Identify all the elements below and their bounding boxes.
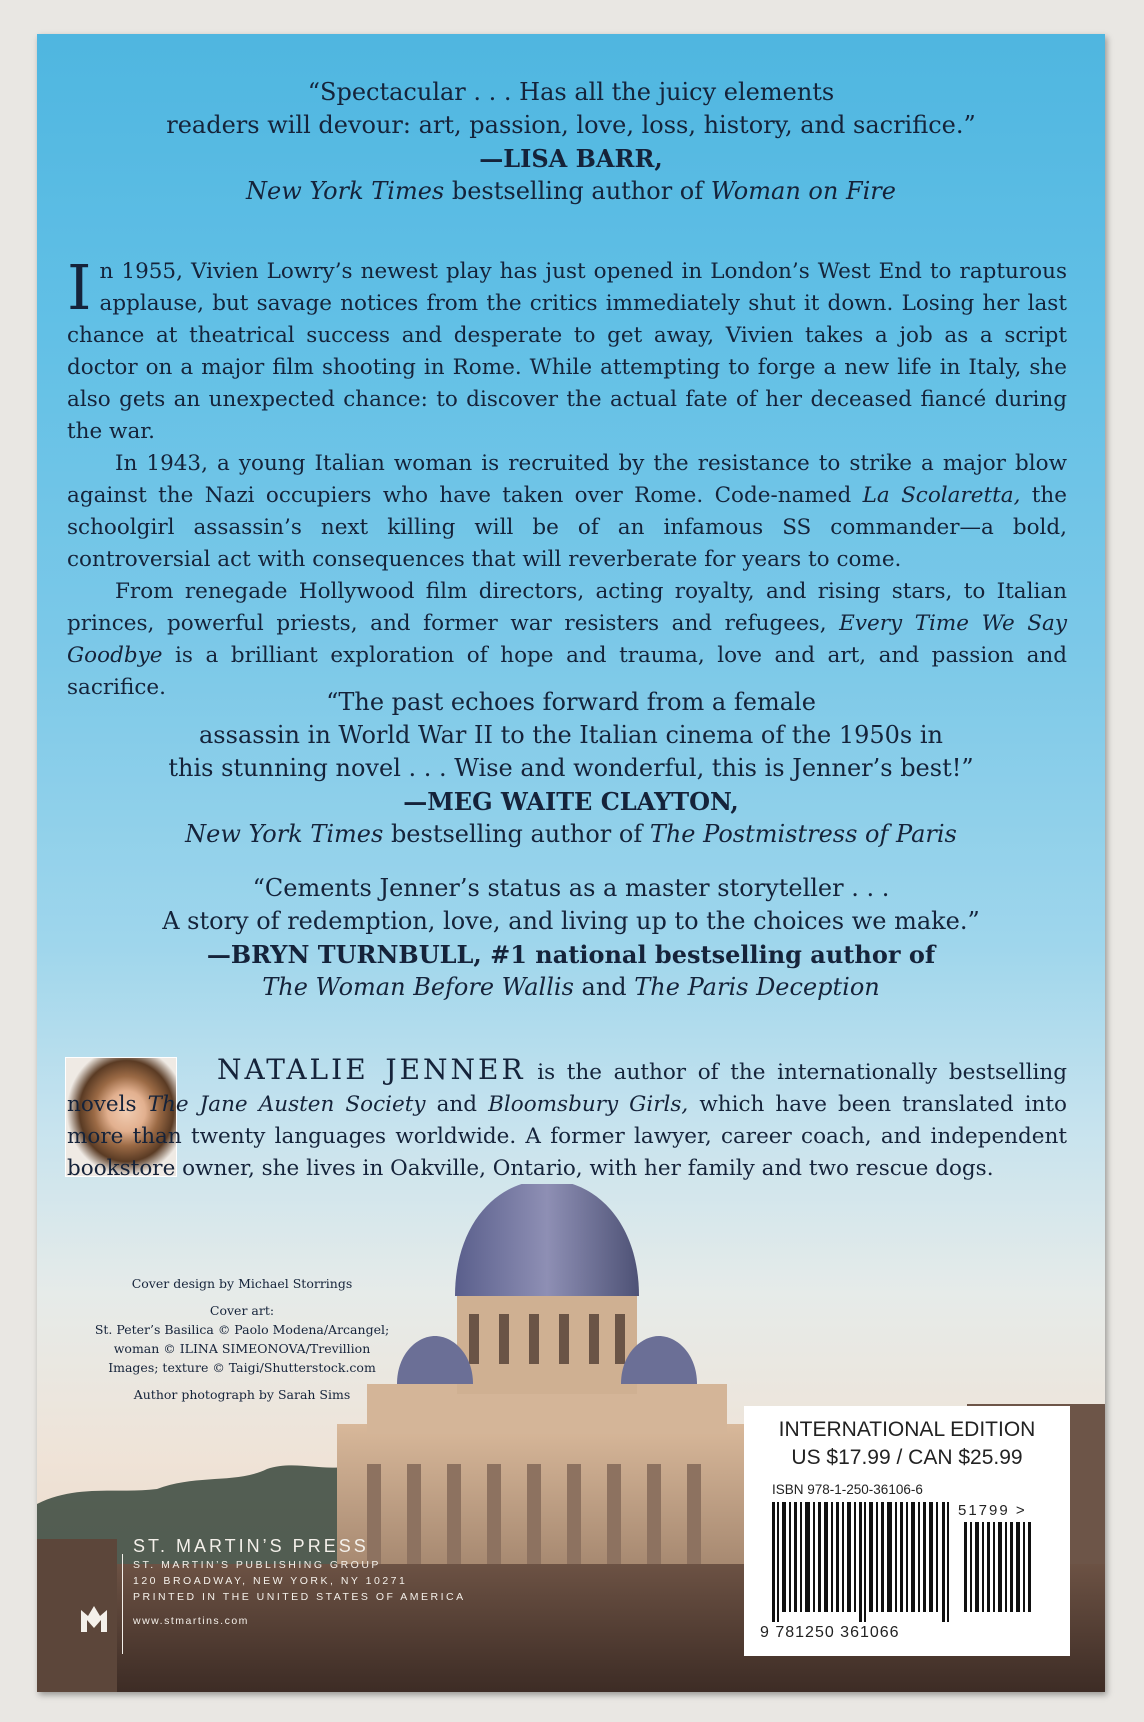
publisher-name: ST. MARTIN’S PRESS bbox=[133, 1536, 369, 1556]
publisher-url: www.stmartins.com bbox=[133, 1615, 249, 1627]
credit-line: Images; texture © Taigi/Shutterstock.com bbox=[108, 1360, 376, 1375]
paragraph-text: n 1955, Vivien Lowry’s newest play has just opened in London’s West End to rapturous applause, but savage notices from the critics immediately shut it down. Losing her last chance at theatrical success and desperate to get away, Vivien takes a job as a script doctor on a major film shooting in Rome. While attempting to forge a new life in Italy, she also gets an unexpected chance: to discover the actual fate of her deceased fiancé during the war. bbox=[67, 259, 1067, 444]
blurb-line: A story of redemption, love, and living up to the choices we make.” bbox=[162, 907, 980, 935]
credential-text: bestselling author of bbox=[383, 820, 650, 848]
description-paragraph bbox=[67, 448, 1067, 576]
bio-text: and bbox=[425, 1092, 489, 1117]
paragraph-text: the schoolgirl assassin’s next killing will be of an infamous SS commander—a bold, controversial act with consequences that will reverberate for years to come. bbox=[67, 483, 1067, 572]
price-addon-code: 51799 > bbox=[958, 1502, 1027, 1519]
price-label: US $17.99 / CAN $25.99 bbox=[791, 1446, 1023, 1469]
credit-line: St. Peter’s Basilica © Paolo Modena/Arcangel; bbox=[94, 1322, 390, 1337]
macmillan-logo-icon bbox=[81, 1602, 107, 1632]
paragraph-text: is a brilliant exploration of hope and trauma, love and art, and passion and sacrifice. bbox=[67, 643, 1067, 700]
blurb-line: “The past echoes forward from a female bbox=[326, 688, 816, 716]
book-back-cover bbox=[37, 34, 1105, 1692]
credit-line: Author photograph by Sarah Sims bbox=[133, 1387, 351, 1402]
book-title: Woman on Fire bbox=[710, 177, 896, 205]
book-title: The Woman Before Wallis bbox=[262, 973, 574, 1001]
book-title: Bloomsbury Girls, bbox=[488, 1092, 689, 1117]
credit-line: Cover design by Michael Storrings bbox=[131, 1276, 353, 1291]
edition-label: INTERNATIONAL EDITION bbox=[778, 1418, 1036, 1441]
publisher-divider bbox=[122, 1554, 123, 1654]
blurb-attribution: —MEG WAITE CLAYTON, bbox=[403, 787, 739, 816]
book-title: The Postmistress of Paris bbox=[649, 820, 957, 848]
bio-text: is the author of the internationally bestselling novels bbox=[67, 1060, 1067, 1117]
blurb-line: readers will devour: art, passion, love, loss, history, and sacrifice.” bbox=[166, 111, 976, 139]
credential-text: bestselling author of bbox=[444, 177, 711, 205]
publisher-group: ST. MARTIN’S PUBLISHING GROUP bbox=[133, 1559, 381, 1571]
blurb-lisa-barr bbox=[37, 76, 1105, 208]
blurb-attribution: —LISA BARR, bbox=[479, 144, 663, 173]
publication-name: New York Times bbox=[246, 177, 445, 205]
code-name: La Scolaretta, bbox=[862, 483, 1021, 508]
blurb-line: this stunning novel . . . Wise and wonderful, this is Jenner’s best!” bbox=[168, 754, 974, 782]
book-title: Every Time We Say Goodbye bbox=[67, 611, 1067, 668]
description-paragraph bbox=[67, 576, 1067, 704]
blurb-line: “Spectacular . . . Has all the juicy elements bbox=[307, 78, 835, 106]
blurb-meg-waite-clayton bbox=[37, 686, 1105, 851]
blurb-credential bbox=[37, 175, 1105, 208]
barcode-icon bbox=[772, 1502, 1042, 1622]
credit-line: Cover art: bbox=[209, 1303, 275, 1318]
paragraph-text: From renegade Hollywood film directors, acting royalty, and rising stars, to Italian princes, powerful priests, and former war resisters and refugees, bbox=[67, 579, 1067, 636]
book-title: The Jane Austen Society bbox=[147, 1092, 426, 1117]
blurb-line: “Cements Jenner’s status as a master storyteller . . . bbox=[252, 874, 890, 902]
author-bio bbox=[67, 1054, 1067, 1185]
blurb-bryn-turnbull bbox=[37, 872, 1105, 1004]
blurb-credential bbox=[37, 818, 1105, 851]
book-title: The Paris Deception bbox=[634, 973, 880, 1001]
publisher-info bbox=[133, 1536, 466, 1627]
bio-text: which have been translated into more than twenty languages worldwide. A former lawyer, career coach, and independent bookstore owner, she lives in Oakville, Ontario, with her family and two rescue dogs. bbox=[67, 1092, 1067, 1181]
isbn-label: ISBN 978-1-250-36106-6 bbox=[772, 1482, 923, 1497]
credit-line: woman © ILINA SIMEONOVA/Trevillion bbox=[113, 1341, 371, 1356]
book-description bbox=[67, 251, 1067, 704]
blurb-attribution: —BRYN TURNBULL, #1 national bestselling author of bbox=[206, 940, 936, 969]
publication-name: New York Times bbox=[185, 820, 384, 848]
credential-text: and bbox=[573, 973, 635, 1001]
author-name: NATALIE JENNER bbox=[217, 1053, 526, 1086]
publisher-address: 120 BROADWAY, NEW YORK, NY 10271 bbox=[133, 1575, 408, 1587]
price-barcode-sticker bbox=[744, 1406, 1070, 1656]
barcode-digits: 9 781250 361066 bbox=[760, 1624, 900, 1641]
paragraph-text: In 1943, a young Italian woman is recruited by the resistance to strike a major blow against the Nazi occupiers who have taken over Rome. Code-named bbox=[67, 451, 1067, 508]
description-paragraph bbox=[67, 251, 1067, 448]
printed-in: PRINTED IN THE UNITED STATES OF AMERICA bbox=[133, 1591, 466, 1603]
blurb-line: assassin in World War II to the Italian cinema of the 1950s in bbox=[199, 721, 943, 749]
drop-cap: I bbox=[67, 251, 92, 324]
blurb-credential bbox=[37, 971, 1105, 1004]
